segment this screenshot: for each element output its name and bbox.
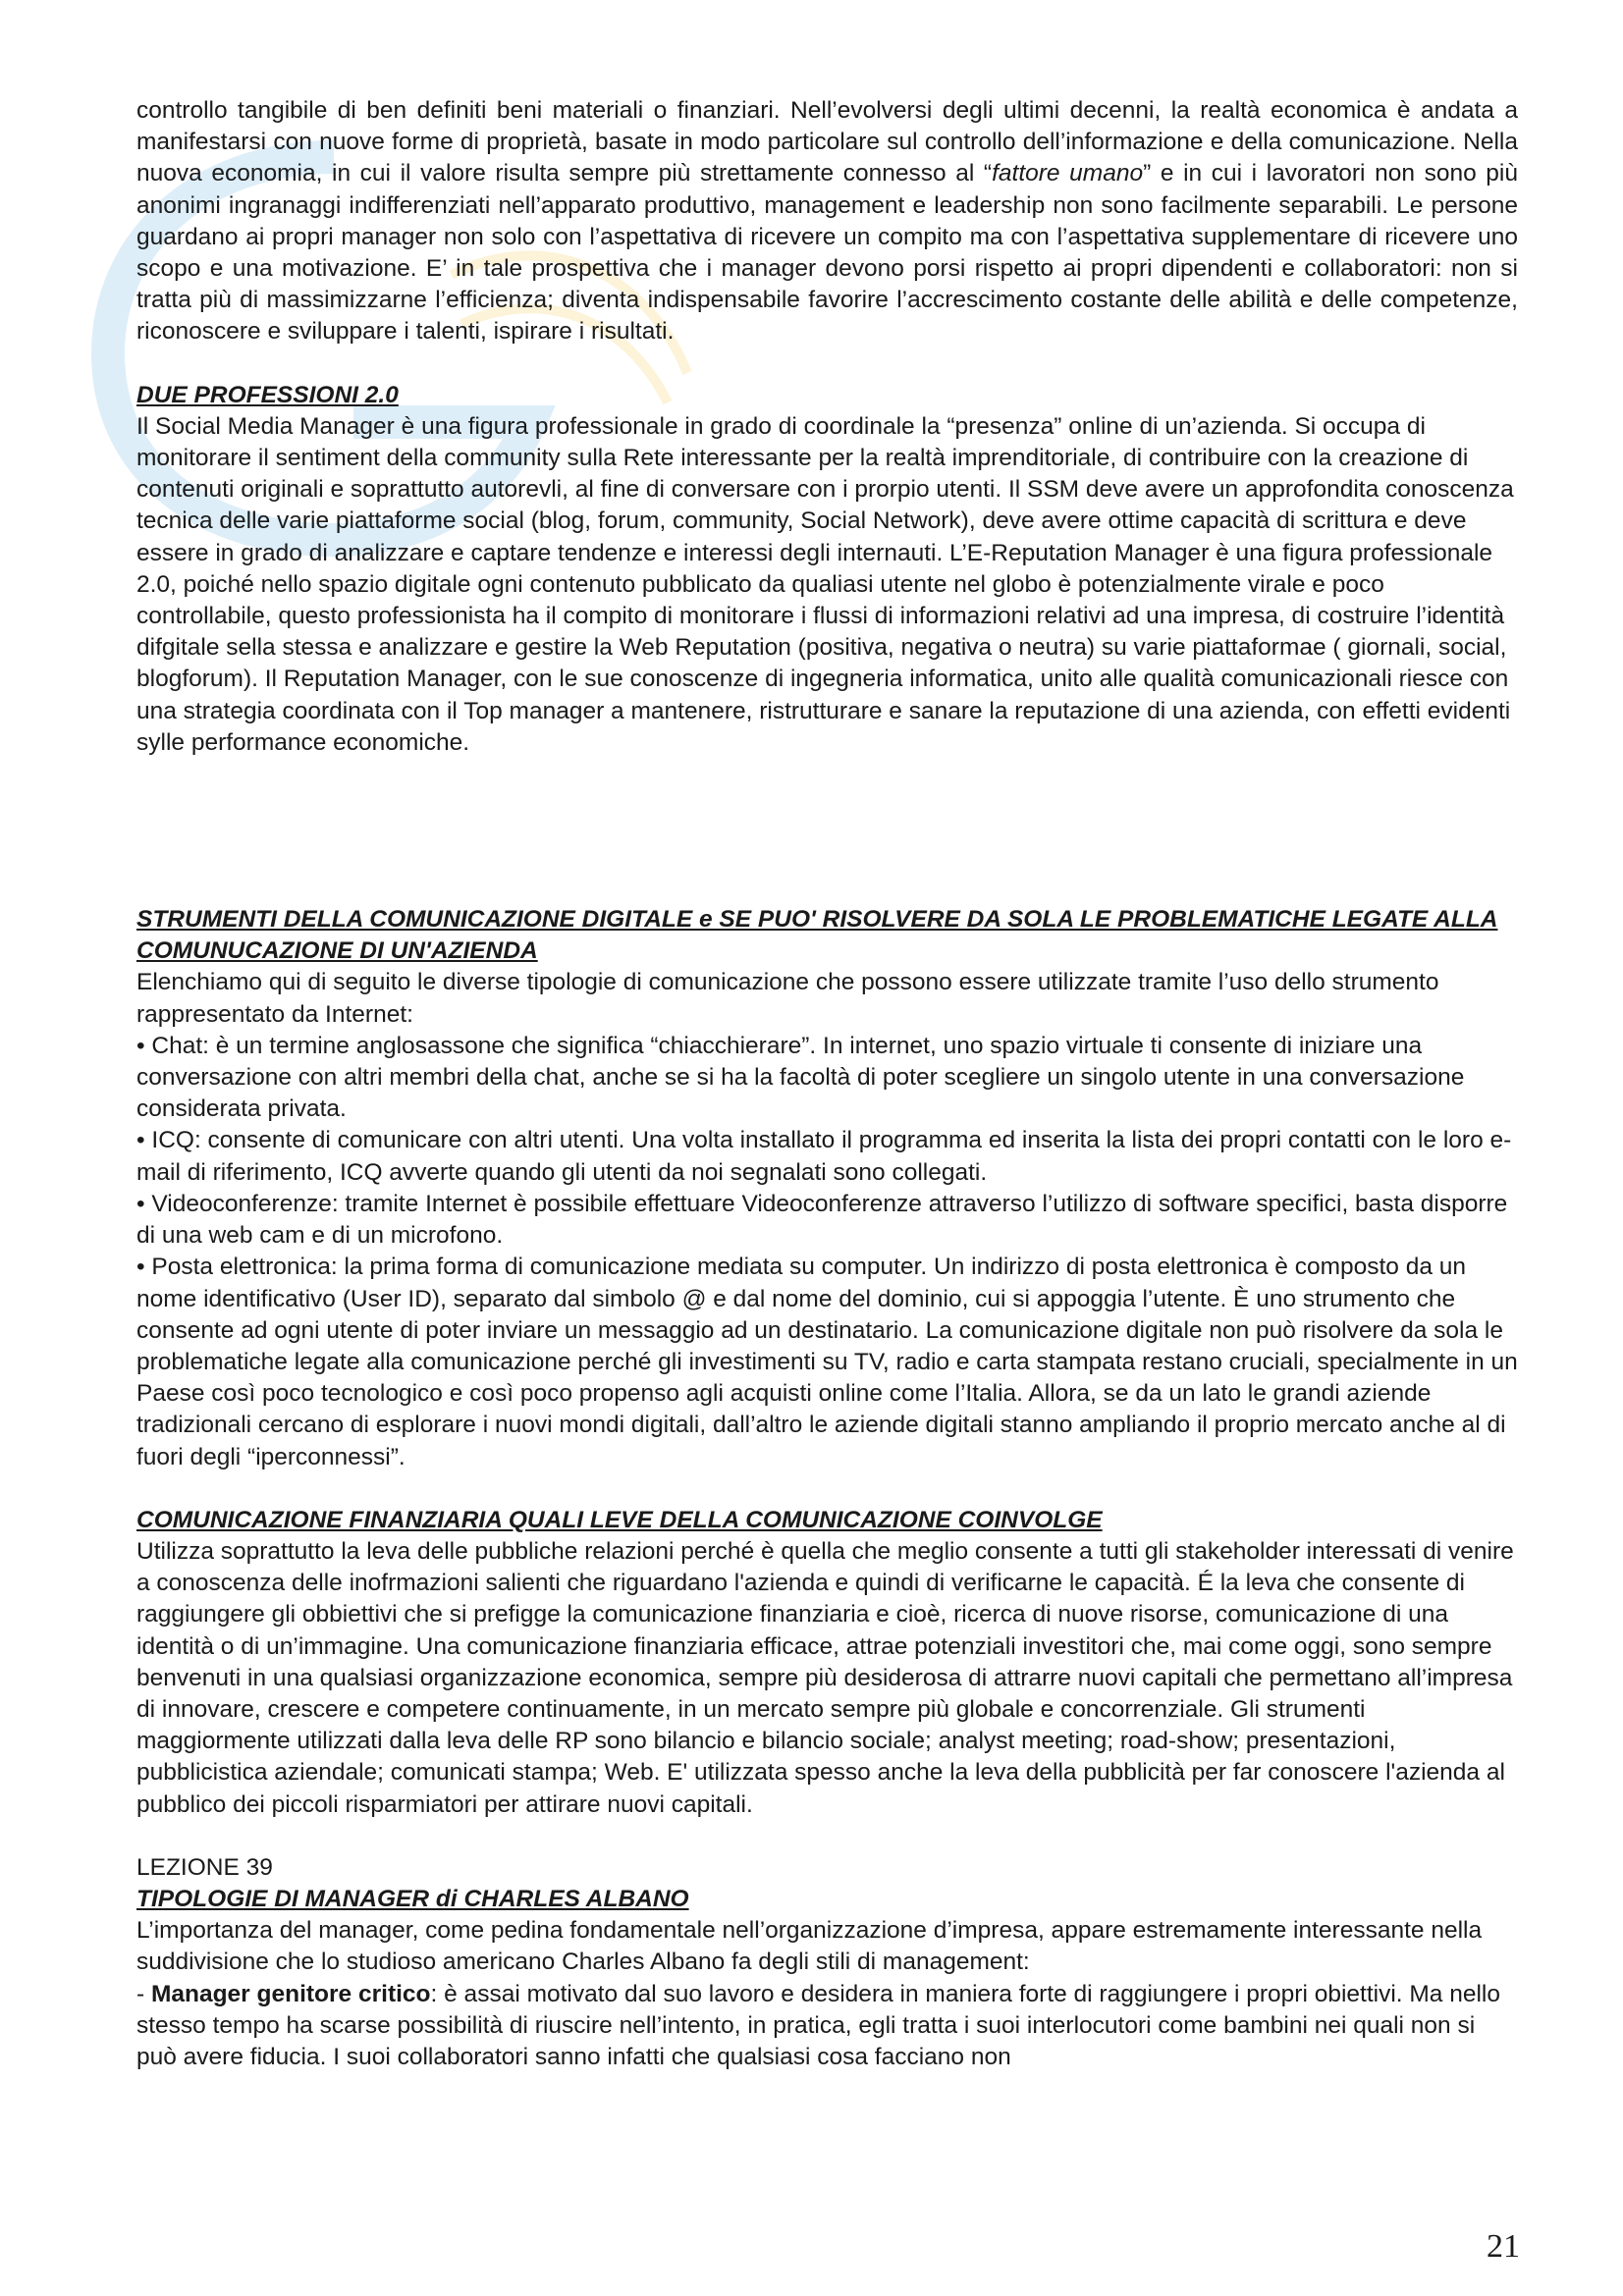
bullet-chat: • Chat: è un termine anglosassone che significa “chiacchierare”. In internet, uno spazio virtuale ti consente di iniziare una conversazione con altri membri della chat, anche se si ha la facoltà di poter scegliere un singolo utente in una conversazione considerata privata. bbox=[136, 1032, 1465, 1123]
page-number: 21 bbox=[1487, 2228, 1520, 2265]
bullet-icq: • ICQ: consente di comunicare con altri utenti. Una volta installato il programma ed inserita la lista dei propri contatti con le loro e-mail di riferimento, ICQ avverte quando gli utenti da noi segnalati sono collegati. bbox=[136, 1127, 1512, 1186]
intro-paragraph bbox=[136, 95, 1518, 348]
heading-comunicazione-finanziaria: COMUNICAZIONE FINANZIARIA QUALI LEVE DELLA COMUNICAZIONE COINVOLGE bbox=[136, 1506, 1103, 1533]
list-dash: - bbox=[136, 1980, 151, 2007]
tipologie-intro: L’importanza del manager, come pedina fondamentale nell’organizzazione d’impresa, appare estremamente interessante nella suddivisione che lo studioso americano Charles Albano fa degli stili di management: bbox=[136, 1917, 1483, 1976]
heading-tipologie-manager: TIPOLOGIE DI MANAGER di CHARLES ALBANO bbox=[136, 1885, 689, 1912]
heading-strumenti: STRUMENTI DELLA COMUNICAZIONE DIGITALE e SE PUO' RISOLVERE DA SOLA LE PROBLEMATICHE LEGATE ALLA COMUNUCAZIONE DI UN'AZIENDA bbox=[136, 906, 1498, 965]
heading-due-professioni: DUE PROFESSIONI 2.0 bbox=[136, 381, 399, 408]
intro-text-end: ” e in cui i lavoratori non sono più anonimi ingranaggi indifferenziati nell’apparato produttivo, management e leadership non sono facilmente separabili. Le persone guardano ai propri manager non solo con l’aspettativa di ricevere un compito ma con l’aspettativa supplementare di ricevere uno scopo e una motivazione. E’ in tale prospettiva che i manager devono porsi rispetto ai propri dipendenti e collaboratori: non si tratta più di massimizzarne l’efficienza; diventa indispensabile favorire l’accrescimento costante delle abilità e delle competenze, riconoscere e sviluppare i talenti, ispirare i risultati. bbox=[136, 160, 1518, 346]
document-page bbox=[136, 95, 1518, 2073]
intro-emphasis: fattore umano bbox=[992, 160, 1144, 187]
intro-text: controllo tangibile di ben definiti beni materiali o finanziari. Nell’evolversi degli ultimi decenni, la realtà economica è andata a manifestarsi con nuove forme di proprietà, basate in modo particolare sul controllo dell’informazione e della comunicazione. Nella nuova economia, in cui il valore risulta sempre più strettamente connesso al “ bbox=[136, 97, 1518, 187]
strumenti-intro: Elenchiamo qui di seguito le diverse tipologie di comunicazione che possono essere utilizzate tramite l’uso dello strumento rappresentato da Internet: bbox=[136, 969, 1439, 1028]
bullet-posta-elettronica: • Posta elettronica: la prima forma di comunicazione mediata su computer. Un indirizzo di posta elettronica è composto da un nome identificativo (User ID), separato dal simbolo @ e dal nome del dominio, cui si appoggia l’utente. È uno strumento che consente ad ogni utente di poter inviare un messaggio ad un destinatario. La comunicazione digitale non può risolvere da sola le problematiche legate alla comunicazione perché gli investimenti su TV, radio e carta stampata restano cruciali, specialmente in un Paese così poco tecnologico e così poco propenso agli acquisti online come l’Italia. Allora, se da un lato le grandi aziende tradizionali cercano di esplorare i nuovi mondi digitali, dall’altro le aziende digitali stanno ampliando il proprio mercato anche al di fuori degli “iperconnessi”. bbox=[136, 1254, 1518, 1470]
manager-type-description: : è assai motivato dal suo lavoro e desidera in maniera forte di raggiungere i propri obiettivi. Ma nello stesso tempo ha scarse possibilità di riuscire nell’intento, in pratica, egli tratta i suoi interlocutori come bambini nei quali non si può avere fiducia. I suoi collaboratori sanno infatti che qualsiasi cosa facciano non bbox=[136, 1980, 1500, 2070]
finanziaria-paragraph: Utilizza soprattutto la leva delle pubbliche relazioni perché è quella che meglio consente a tutti gli stakeholder interessati di venire a conoscenza delle inofrmazioni salienti che riguardano l'azienda e quindi di verificarne le capacità. É la leva che consente di raggiungere gli obbiettivi che si prefigge la comunicazione finanziaria e cioè, ricerca di nuove risorse, comunicazione di una identità o di un’immagine. Una comunicazione finanziaria efficace, attrae potenziali investitori che, mai come oggi, sono sempre benvenuti in una qualsiasi organizzazione economica, sempre più desiderosa di attrarre nuovi capitali che permettano all’impresa di innovare, crescere e competere continuamente, in un mercato sempre più globale e concorrenziale. Gli strumenti maggiormente utilizzati dalla leva delle RP sono bilancio e bilancio sociale; analyst meeting; road-show; presentazioni, pubblicistica aziendale; comunicati stampa; Web. E' utilizzata spesso anche la leva della pubblicità per far conoscere l'azienda al pubblico dei piccoli risparmiatori per attirare nuovi capitali. bbox=[136, 1537, 1514, 1818]
bullet-videoconferenze: • Videoconferenze: tramite Internet è possibile effettuare Videoconferenze attraverso l’utilizzo di software specifici, basta disporre di una web cam e di un microfono. bbox=[136, 1190, 1508, 1250]
due-professioni-paragraph: Il Social Media Manager è una figura professionale in grado di coordinale la “presenza” online di un’azienda. Si occupa di monitorare il sentiment della community sulla Rete interessante per la realtà imprenditoriale, di contribuire con la creazione di contenuti originali e soprattutto autorevli, al fine di conversare con i prorpio utenti. Il SSM deve avere un approfondita conoscenza tecnica delle varie piattaforme social (blog, forum, community, Social Network), deve avere ottime capacità di scrittura e deve essere in grado di analizzare e captare tendenze e interessi degli internauti. L’E-Reputation Manager è una figura professionale 2.0, poiché nello spazio digitale ogni contenuto pubblicato da qualiasi utente nel globo è potenzialmente virale e poco controllabile, questo professionista ha il compito di monitorare i flussi di informazioni relativi ad una impresa, di costruire l’identità difgitale sella stessa e analizzare e gestire la Web Reputation (positiva, negativa o neutra) su varie piattaformae ( giornali, social, blogforum). Il Reputation Manager, con le sue conoscenze di ingegneria informatica, unito alle qualità comunicazionali riesce con una strategia coordinata con il Top manager a mantenere, ristrutturare e sanare la reputazione di una azienda, con effetti evidenti sylle performance economiche. bbox=[136, 412, 1514, 756]
lesson-label: LEZIONE 39 bbox=[136, 1853, 273, 1881]
manager-type-label: Manager genitore critico bbox=[150, 1980, 431, 2007]
manager-genitore-critico bbox=[136, 1979, 1518, 2074]
